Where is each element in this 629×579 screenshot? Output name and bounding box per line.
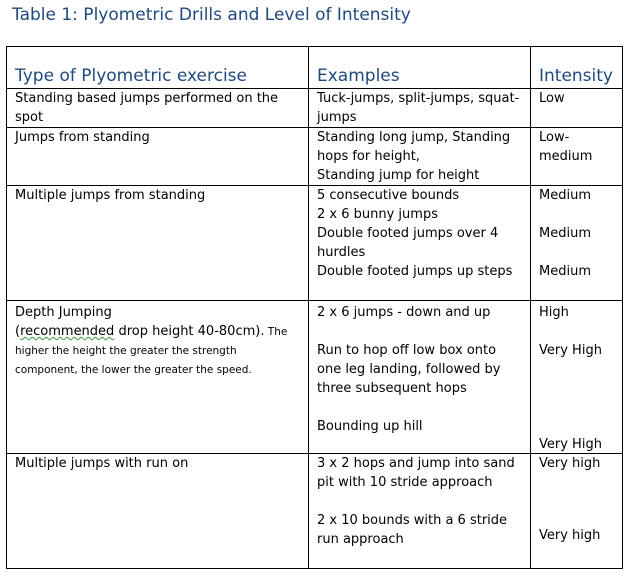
intensity-cell: Low-medium xyxy=(531,128,623,186)
example-item: 2 x 6 bunny jumps xyxy=(317,207,438,222)
example-item: Double footed jumps over 4 hurdles xyxy=(317,226,499,260)
intensity-cell: Low xyxy=(531,89,623,128)
type-cell: Multiple jumps with run on xyxy=(7,454,309,569)
header-examples: Examples xyxy=(309,47,531,89)
type-main: Depth Jumping xyxy=(15,305,112,320)
header-type: Type of Plyometric exercise xyxy=(7,47,309,89)
type-cell xyxy=(7,301,309,454)
example-item: 5 consecutive bounds xyxy=(317,188,460,203)
table-row xyxy=(7,301,623,454)
type-paren-open: ( xyxy=(15,324,21,339)
type-cell: Standing based jumps performed on the spot xyxy=(7,89,309,128)
intensity-item: Very high xyxy=(539,528,601,543)
intensity-item: Very High xyxy=(539,437,602,452)
intensity-item: Medium xyxy=(539,188,591,203)
type-rest: drop height 40-80cm). xyxy=(114,324,265,339)
intensity-cell xyxy=(531,186,623,301)
examples-cell xyxy=(309,454,531,569)
plyometric-table xyxy=(6,46,623,569)
type-cell: Jumps from standing xyxy=(7,128,309,186)
examples-cell xyxy=(309,301,531,454)
example-item: 2 x 10 bounds with a 6 stride run approach xyxy=(317,513,508,547)
intensity-item: Medium xyxy=(539,264,591,279)
table-row xyxy=(7,89,623,128)
intensity-item: Medium xyxy=(539,226,591,241)
example-item: Run to hop off low box onto one leg landing, followed by three subsequent hops xyxy=(317,343,501,396)
table-row xyxy=(7,128,623,186)
examples-cell xyxy=(309,128,531,186)
intensity-item: Very high xyxy=(539,456,601,471)
example-item: 3 x 2 hops and jump into sand pit with 10 stride approach xyxy=(317,456,515,490)
table-row xyxy=(7,186,623,301)
type-recommended: recommended xyxy=(20,324,115,339)
table-row xyxy=(7,454,623,569)
examples-cell xyxy=(309,186,531,301)
examples-cell: Tuck-jumps, split-jumps, squat-jumps xyxy=(309,89,531,128)
intensity-item: Very High xyxy=(539,343,602,358)
type-cell: Multiple jumps from standing xyxy=(7,186,309,301)
table-caption: Table 1: Plyometric Drills and Level of Intensity xyxy=(12,5,411,25)
example-item: 2 x 6 jumps - down and up xyxy=(317,305,491,320)
type-note: The higher the height the greater the strength component, the lower the greater the speed. xyxy=(15,326,288,376)
example-item: Standing long jump, Standing hops for height, xyxy=(317,130,511,164)
intensity-cell xyxy=(531,454,623,569)
example-item: Bounding up hill xyxy=(317,419,423,434)
intensity-item: High xyxy=(539,305,569,320)
example-item: Standing jump for height xyxy=(317,168,480,183)
intensity-cell xyxy=(531,301,623,454)
header-row xyxy=(7,47,623,89)
example-item: Double footed jumps up steps xyxy=(317,264,513,279)
header-intensity: Intensity xyxy=(531,47,623,89)
